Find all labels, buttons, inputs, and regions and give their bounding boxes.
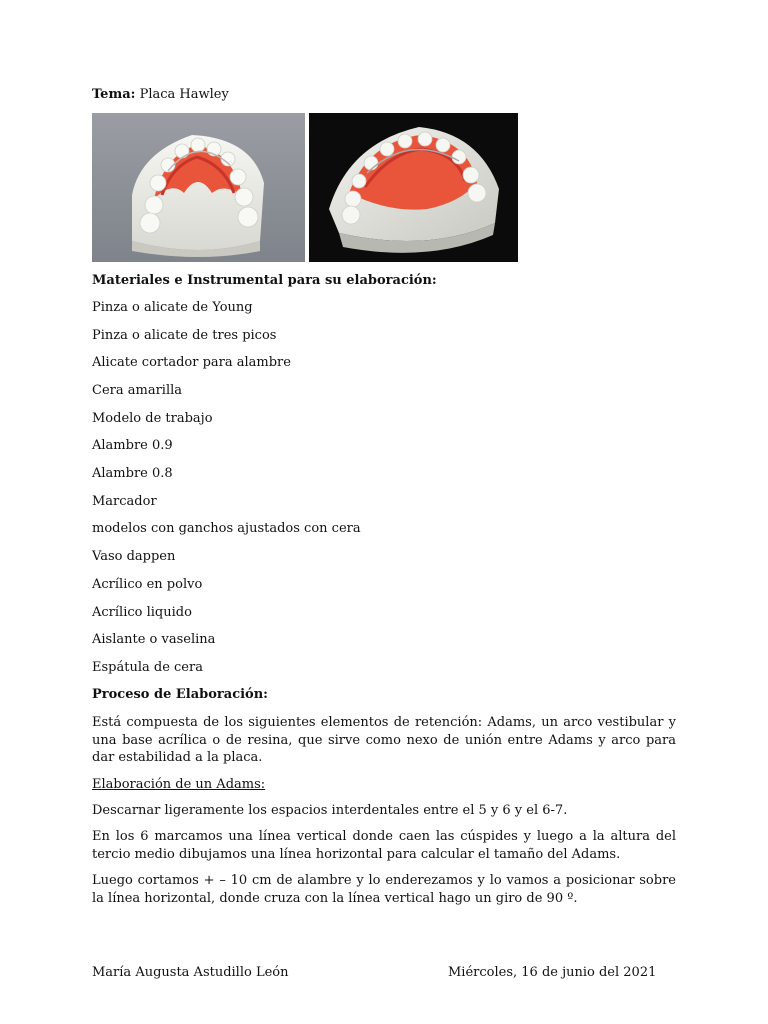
material-item: Espátula de cera [92, 660, 203, 675]
hawley-plate-photo-1 [92, 113, 305, 262]
footer-date: Miércoles, 16 de junio del 2021 [448, 965, 657, 980]
material-item: modelos con ganchos ajustados con cera [92, 521, 361, 536]
material-item: Pinza o alicate de Young [92, 300, 253, 315]
topic-line [92, 86, 229, 104]
material-item: Aislante o vaselina [92, 632, 216, 647]
process-step: En los 6 marcamos una línea vertical donde caen las cúspides y luego a la altura del tercio medio dibujamos una línea horizontal para calcular el tamaño del Adams. [92, 829, 676, 862]
material-item: Vaso dappen [92, 549, 176, 564]
material-item: Modelo de trabajo [92, 411, 213, 426]
footer-author: María Augusta Astudillo León [92, 965, 289, 980]
process-heading: Proceso de Elaboración: [92, 687, 268, 702]
material-item: Alambre 0.8 [92, 466, 173, 481]
material-item: Pinza o alicate de tres picos [92, 328, 277, 343]
material-item: Acrílico liquido [92, 605, 192, 620]
material-item: Alicate cortador para alambre [92, 355, 291, 370]
process-step: Luego cortamos + – 10 cm de alambre y lo enderezamos y lo vamos a posicionar sobre la línea horizontal, donde cruza con la línea vertical hago un giro de 90 º. [92, 873, 676, 906]
topic-label: Tema: [92, 87, 136, 102]
adams-subheading: Elaboración de un Adams: [92, 777, 266, 792]
process-intro: Está compuesta de los siguientes elementos de retención: Adams, un arco vestibular y una base acrílica o de resina, que sirve como nexo de unión entre Adams y arco para dar estabilidad a la placa. [92, 715, 676, 765]
material-item: Acrílico en polvo [92, 577, 203, 592]
material-item: Alambre 0.9 [92, 438, 173, 453]
hawley-plate-photo-2 [309, 113, 518, 262]
material-item: Marcador [92, 494, 157, 509]
materials-heading: Materiales e Instrumental para su elaboración: [92, 273, 437, 288]
process-step: Descarnar ligeramente los espacios interdentales entre el 5 y 6 y el 6-7. [92, 803, 568, 818]
material-item: Cera amarilla [92, 383, 183, 398]
topic-value: Placa Hawley [139, 87, 229, 102]
